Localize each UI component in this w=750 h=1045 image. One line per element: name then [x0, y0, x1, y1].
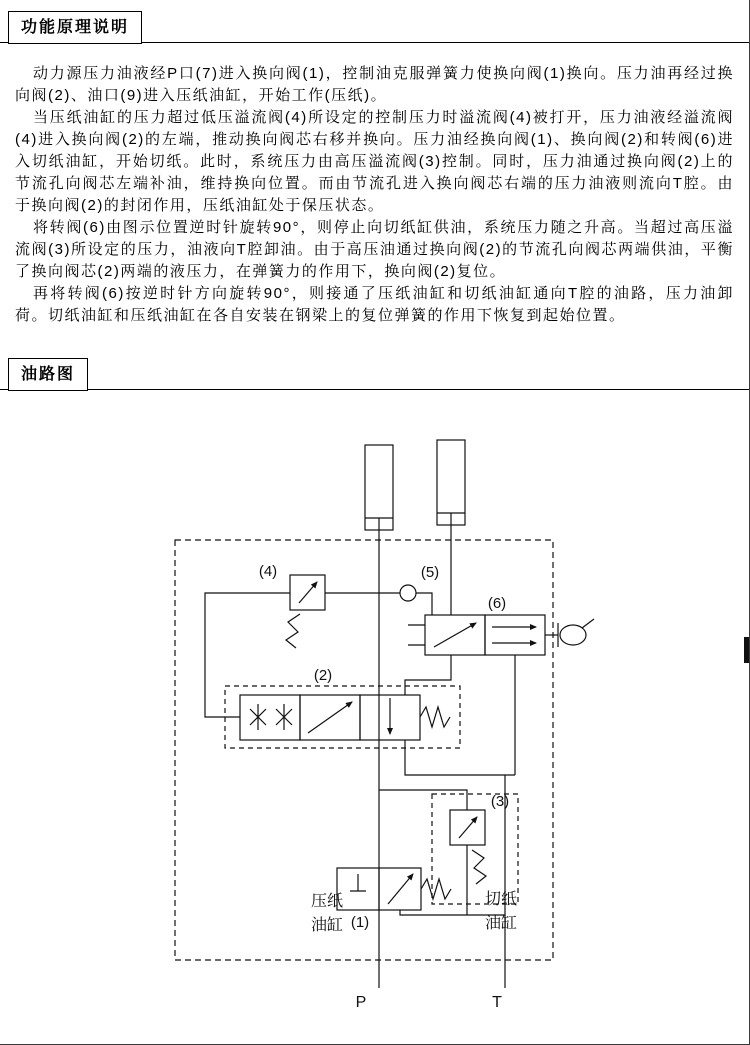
label-valve-4: (4) [258, 563, 278, 580]
label-valve-1: (1) [350, 914, 370, 931]
pipe-valve2-bottom [405, 740, 515, 775]
press-cylinder [365, 445, 393, 530]
spring-icon [286, 614, 300, 648]
paragraph-1: 动力源压力油液经P口(7)进入换向阀(1)，控制油克服弹簧力使换向阀(1)换向。压力油再经过换向阀(2)、油口(9)进入压纸油缸，开始工作(压纸)。 [15, 65, 734, 104]
label-port-t: T [492, 994, 502, 1011]
directional-valve-2 [225, 686, 460, 748]
hydraulic-circuit-diagram [0, 390, 750, 1022]
section-header-circuit [0, 357, 749, 390]
relief-valve-4 [286, 575, 325, 648]
valve-2-throttle-box [240, 695, 300, 740]
paragraph-2: 当压纸油缸的压力超过低压溢流阀(4)所设定的控制压力时溢流阀(4)被打开，压力油液经溢流阀(4)进入换向阀(2)的左端，推动换向阀芯右移并换向。压力油经换向阀(1)、换向阀(2)和转阀(6)进入切纸油缸，开始切纸。此时，系统压力由高压溢流阀(3)控制。同时，压力油通过换向阀(2)上的节流孔向阀芯左端补油，维持换向位置。而由节流孔进入换向阀芯右端的压力油液则流向T腔。由于换向阀(2)的封闭作用，压纸油缸处于保压状态。 [15, 109, 734, 214]
paragraph-4: 再将转阀(6)按逆时针方向旋转90°，则接通了压纸油缸和切纸油缸通向T腔的油路，压力油卸荷。切纸油缸和压纸油缸在各自安装在钢梁上的复位弹簧的作用下恢复到起始位置。 [15, 285, 734, 324]
press-cylinder-label-line1: 压纸 [310, 893, 344, 910]
check-valve-icon [400, 585, 416, 601]
spring-icon [472, 850, 486, 884]
right-edge-mark [744, 637, 749, 663]
valve-1-closed-port [350, 874, 366, 891]
section-title-principle: 功能原理说明 [8, 11, 142, 44]
paragraph-3: 将转阀(6)由图示位置逆时针旋转90°，则停止向切纸缸供油，系统压力随之升高。当超过高压溢流阀(3)所设定的压力，油液向T腔卸油。由于高压油通过换向阀(2)的节流孔向阀芯两端供油，平衡了换向阀芯(2)两端的液压力，在弹簧力的作用下，换向阀(2)复位。 [15, 219, 734, 280]
orifice-icon [276, 704, 292, 730]
section-title-circuit: 油路图 [8, 358, 88, 391]
cut-cylinder-body [437, 440, 465, 525]
press-cylinder-label-line2: 油缸 [310, 917, 344, 934]
label-valve-3: (3) [490, 793, 510, 810]
valve-1-cross-arrow [388, 874, 413, 904]
cut-cylinder [437, 440, 465, 525]
label-port-p: P [355, 994, 367, 1011]
principle-text-block [0, 43, 749, 343]
orifice-icon [250, 704, 266, 730]
label-valve-2: (2) [313, 667, 333, 684]
rotary-valve-6-right-box [485, 615, 545, 655]
spring-icon [421, 879, 451, 899]
valve-2-cross-arrow [308, 702, 352, 733]
pipe-pilot-to-valve2 [205, 593, 290, 717]
relief-valve-3-arrow [459, 817, 477, 838]
label-valve-6: (6) [487, 595, 507, 612]
pipe-valve3-top [379, 790, 467, 810]
rotary-valve-6-cross-arrow [434, 623, 476, 647]
relief-valve-4-arrow [299, 582, 317, 603]
cut-cylinder-label-line2: 油缸 [484, 915, 518, 932]
hydraulic-circuit-svg [0, 390, 750, 1022]
diagram-labels [259, 563, 517, 1011]
pipe-valve6-to-valve2 [405, 655, 451, 695]
rotary-handle-stem [582, 619, 594, 628]
section-header-principle [0, 10, 749, 43]
rotary-valve-6 [408, 615, 594, 655]
check-valve-5 [400, 585, 416, 601]
cut-cylinder-label-line1: 切纸 [484, 891, 518, 908]
label-valve-5: (5) [420, 564, 440, 581]
spring-icon [420, 707, 450, 727]
press-cylinder-body [365, 445, 393, 530]
